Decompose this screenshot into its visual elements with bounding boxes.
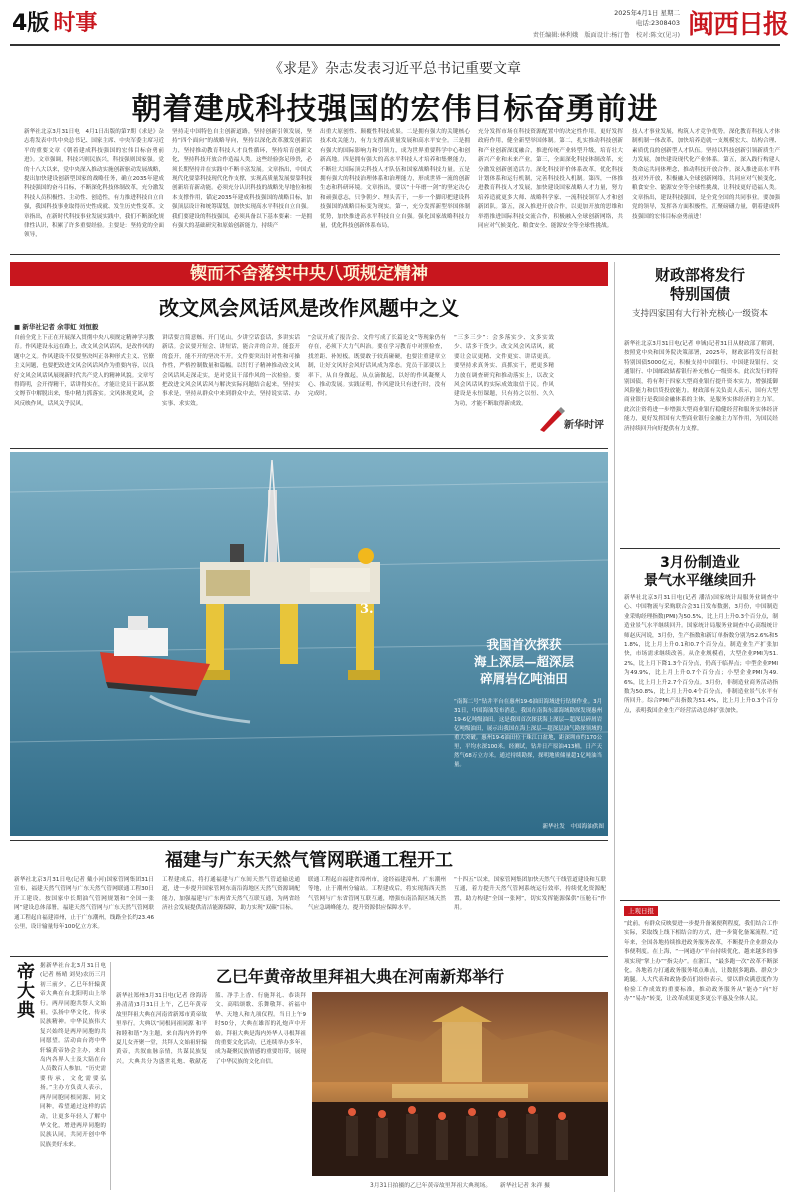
style-column-4: “三多三少”：会多落实少、文多实效少、话多干货少。改文风会风话风，就要让会议更精、文件更实、讲话更真。要坚持求真务实、真抓实干，把更多精力放在调查研究和推动落实上，以改文风会风话风的实际成效取信于民。作风建设是永恒课题，只有持之以恒、久久为功，才能不断取得新成效。 [454, 335, 554, 407]
lead-kicker: 《求是》杂志发表习近平总书记重要文章 [269, 61, 521, 77]
treasury-title-line-2: 特别国债 [669, 285, 730, 303]
taiwan-vertical-headline [12, 962, 36, 1190]
ceremony-photo [312, 992, 608, 1176]
lead-column-4: 充分发挥市场在科技资源配置中的决定性作用，更好发挥政府作用，健全新型举国体制。第二，扎实推动科技创新和产业创新深度融合，推进传统产业转型升级，培育壮大新兴产业和未来产业。第三，全面深化科技体制改革，充分激发创新创造活力。深化科技评价体系改革，优化科技计划体系和运行机制，完善科技投入机制。第四，一体推进教育科技人才发展，加快建设国家战略人才力量，努力培养造就更多大师、战略科学家、一流科技领军人才和创新团队。第五，深入推进开放合作，以更加开放的思维和举措推进国际科技交流合作，积极融入全球创新网络，共同应对气候变化、粮食安全、能源安全等全球性挑战。 [478, 129, 623, 230]
gas-column-4: “十四五”以来，国家管网集团加快天然气干线管道建设和互联互通，着力提升天然气管网系统运行效率，持续优化资源配置，助力构建“全国一张网”，切实发挥能源保供“压舱石”作用。 [454, 877, 606, 912]
commentary-logo [536, 404, 610, 434]
pmi-title-line-1: 3月份制造业 [660, 555, 740, 571]
style-headline: 改文风会风话风是改作风题中之义 [159, 296, 459, 320]
oil-platform-photo [10, 452, 608, 836]
section-name: 时事 [53, 11, 98, 36]
lead-column-1: 新华社北京3月31日电 4月1日出版的第7期《求是》杂志将发表中共中央总书记、国家主席、中央军委主席习近平的重要文章《朝着建成科技强国的宏伟目标奋勇前进》。文章强调，科技兴则民族兴，科技强则国家强。党的十八大以来，党中央深入推动实施创新驱动发展战略，提出加快建设创新型国家的战略任务，确立2035年建成科技强国的奋斗目标，不断深化科技体制改革，充分激发科技人员积极性、主动性、创造性，有力推进科技自立自强，我国科技事业取得历史性成就、发生历史性变革。文章指出，在新时代科技事业发展实践中，我们不断深化规律性认识，积累了许多重要经验。主要是：坚持党的全面领导， [24, 129, 164, 239]
commentary-label: 新华时评 [564, 420, 604, 431]
treasury-headline [620, 266, 780, 304]
lead-headline: 朝着建成科技强国的宏伟目标奋勇前进 [131, 92, 659, 127]
oil-title-line-2: 海上深层—超深层 [473, 654, 574, 669]
huangdi-body: 新华社郑州3月31日电(记者 徐海涛 孙清清)3月31日上午，乙巳年黄帝故里拜祖大典在河南省新郑市黄帝故里举行。大典以“同根同祖同源 和平和睦和谐”为主题，来自海内外的华夏儿女齐聚一堂，共拜人文始祖轩辕黄帝，共叙血脉亲情，共谋民族复兴。大典共分为盛世礼炮、敬献花篮、净手上香、行施拜礼、恭读拜文、高唱颂歌、乐舞敬拜、祈福中华、天地人和九项仪程。当日上午9时50分，大典在雄浑的礼炮声中开始。拜祖大典是海内外华人寻根拜祖的重要文化活动，已连续举办多年，成为凝聚民族情感的重要纽带，展现了中华民族的文化自信。 [116, 993, 306, 1065]
treasury-subtitle: 支持四家国有大行补充核心一级资本 [631, 309, 768, 319]
style-byline: ■ 新华社记者 余菲虹 刘恒毅 [14, 323, 99, 331]
huangdi-headline: 乙巳年黄帝故里拜祖大典在河南新郑举行 [215, 967, 504, 986]
pmi-headline [620, 554, 780, 590]
treasury-title-line-1: 财政部将发行 [654, 266, 745, 284]
lead-column-5: 技人才事业发展，构筑人才竞争优势。深化教育科技人才体制机制一体改革，加快培养造就一支规模宏大、结构合理、素质优良的创新型人才队伍。坚持以科技创新引领新质生产力发展，加快建设现代化产业体系。第五，深入践行构建人类命运共同体理念，推动科技开放合作。深入推进高水平科技对外开放，积极融入全球创新网络，共同应对气候变化、粮食安全、能源安全等全球性挑战，让科技更好造福人类。文章指出，建设科技强国，是全党全国的共同事业。要加强党的领导，发挥各方面积极性，汇聚磅礴力量，朝着建成科技强国的宏伟目标奋勇前进！ [632, 129, 780, 220]
banner-text: 锲而不舍落实中央八项规定精神 [190, 264, 428, 284]
oil-title-line-3: 碎屑岩亿吨油田 [480, 671, 568, 686]
oil-caption: “南海二号”钻井平台在惠州19-6油田海域进行钻探作业。3月31日，中国海油发布消息，我国在南海东部海域勘探发现惠州19-6亿吨级油田。这是我国首次探获海上深层—超深层碎屑岩亿吨级油田，展示出我国在海上深层—超深层油气勘探领域的重大突破。惠州19-6油田位于珠江口盆地，距深圳市约170公里，平均水深100米。经测试，钻井日产原油413桶，日产天然气68万立方米。通过持续勘探，探明地质储量超1亿吨油当量。 [454, 699, 602, 768]
ceremony-caption: 3月31日拍摄的乙巳年黄帝故里拜祖大典现场。 新华社记者 朱祥 摄 [370, 1183, 550, 1189]
issue-date: 2025年4月1日 星期二 [614, 9, 680, 17]
style-column-1: 自前全党上下正在开展深入贯彻中央八项规定精神学习教育。作风建设永远在路上，改文风会风话风，是改作风的题中之义。作风建设不仅要坚决纠正各种形式主义、官僚主义问题，也要把改进文风会风话风作为重要内容，以良好文风会风话风展现新时代共产党人的精神风貌。文章写得简明，会开得精干，话讲得实在，才能让党员干部从繁文缛节中解脱出来，集中精力抓落实。文风体现党风，会风反映作风，话风关乎民风。 [14, 335, 154, 407]
oil-title-line-1: 我国首次探获 [486, 637, 562, 652]
ceremony-illustration [312, 992, 608, 1176]
lead-column-3: 出重大原创性、颠覆性科技成果。二是拥有强大的关键核心技术攻关能力，有力支撑高质量发展和高水平安全。三是拥有强大的国际影响力和引领力，成为世界重要科学中心和创新高地。四是拥有强大的高水平科技人才培养和集聚能力，不断壮大国际顶尖科技人才队伍和国家战略科技力量。五是拥有强大的科技治理体系和治理能力，形成世界一流的创新生态和科研环境。文章指出，要以“十年磨一剑”的坚定决心和顽强意志，只争朝夕、埋头苦干，一步一个脚印把建设科技强国的战略目标变为现实。第一，充分发挥新型举国体制优势，加快推进高水平科技自立自强。强化国家战略科技力量，优化科技创新体系布局， [320, 129, 470, 230]
treasury-body: 新华社北京3月31日电(记者 申铖)记者31日从财政部了解到，按照党中央和国务院决策部署，2025年，财政部将发行首批特别国债5000亿元，积极支持中国银行、中国建设银行、交通银行、中国邮政储蓄银行补充核心一级资本。此次发行的特别国债，将有利于四家大型商业银行提升资本实力，增强抵御风险能力和信贷投放能力。财政部有关负责人表示，国有大型商业银行是我国金融体系的主体，是服务实体经济的主力军。此次注资将进一步增强大型商业银行稳健经营和服务实体经济能力，更好发挥国有大型商业银行金融主力军作用，为国民经济持续回升向好提供有力支撑。 [624, 341, 778, 432]
oil-photo-credit: 新华社发 中国海油供图 [542, 824, 604, 830]
gas-column-3: 联通工程起自福建省漳州市，途经福建漳州、广东潮州等地，止于潮州分输站。工程建成后，将实现海西天然气管网与广东省管网互联互通，增强东南沿海区域天然气应急调峰能力，提升资源供应保障水平。 [308, 877, 446, 912]
newspaper-logo: 闽西日报 [688, 10, 789, 40]
pmi-title-line-2: 景气水平继续回升 [644, 573, 756, 589]
taiwan-body: 据新华社台北3月31日电(记者 杨晴 刘昊)农历三月初三前夕，乙巳年轩辕黄帝大典在台北阳明山上举行。两岸同胞共祭人文始祖，弘扬中华文化，传承民族精神。中华民族伟大复兴始终是两岸同胞的共同愿望。活动由台湾中华轩辕黄帝协会主办，来自岛内各界人士及大陆在台人员数百人参加。“历史需要传承，文化需要弘扬。”主办方负责人表示，两岸同胞同根同源、同文同种，希望通过这样的活动，让更多年轻人了解中华文化，增进两岸同胞的民族认同，共同开创中华民族美好未来。 [40, 963, 106, 1148]
gas-column-1: 新华社北京3月31日电(记者 戴小河)国家管网集团31日宣布，福建天然气管网与广东天然气管网联通工程30日开工建设。按国家中长期油气管网规划和“全国一张网”建设总体部署，福建天然气管网与广东天然气管网联通工程起自福建漳州，止于广东潮州，线路全长约23.46公里，设计输量每年100亿立方米。 [14, 877, 154, 931]
shangbian-body: “此前，有群众反映要进一步提升备案便利程度，我们结合工作实际，采取线上线下相结合的方式，进一步简化备案流程。”近年来，全国各地持续推进政务服务改革，不断提升企业群众办事便利度。在上海，“一网通办”平台持续优化，越来越多的事项实现“掌上办”“指尖办”。在浙江，“最多跑一次”改革不断深化。各地着力打通政务服务堵点难点，让数据多跑路、群众少跑腿。人大代表和政协委员们纷纷表示，要以群众满意度作为检验工作成效的重要标准，推动政务服务从“能办”向“好办”“易办”转变，让改革成果更多更公平惠及全体人民。 [624, 921, 778, 1003]
gas-column-2: 工程建成后，将打通福建与广东间天然气管道输送通道，进一步提升国家管网东南沿海地区天然气资源调配能力，加强福建与广东两省天然气互联互通，为两省经济社会发展提供清洁能源保障，助力实现“双碳”目标。 [162, 877, 300, 912]
taiwan-title: 帝大典 [14, 962, 35, 1019]
discipline-banner [10, 262, 608, 286]
photo-sign: 3. [360, 602, 374, 617]
style-column-3: “会议开成了报告会、文件写成了长篇论文”等现象仍有存在，必须下大力气纠治。要在学习教育中对照检查，找差距、补短板。既要敢于较真碰硬，也要注重建章立制，让好文风好会风好话风成为常态。党员干部要以上率下，从自身做起，从点滴做起，以好的作风凝聚人心、推动发展。实践证明，作风建设只有进行时，没有完成时。 [308, 335, 446, 398]
page-number: 4版 时事 [12, 11, 98, 36]
oil-headline [446, 636, 602, 687]
shangbian-tag: 上观日报 [624, 906, 658, 916]
editor-credits: 责任编辑:林利娥 版面设计:杨汀鲁 校对:陈文(见习) [532, 32, 680, 39]
gas-headline: 福建与广东天然气管网联通工程开工 [165, 850, 453, 871]
lead-column-2: 坚持走中国特色自主创新道路，坚持创新引领发展，坚持“四个面向”的战略导向，坚持以深化改革激发创新活力，坚持推动教育科技人才良性循环，坚持培育创新文化，坚持科技开放合作造福人类。这些经验弥足珍贵，必须长期坚持并在实践中不断丰富发展。文章指出，中国式现代化要靠科技现代化作支撑，实现高质量发展要靠科技创新培育新动能。必须充分认识科技的战略先导地位和根本支撑作用，锚定2035年建成科技强国的战略目标，加强顶层设计和统筹谋划，加快实现高水平科技自立自强。我们要建设的科技强国，必须具备以下基本要素：一是拥有强大的基础研究和原始创新能力，持续产 [172, 129, 312, 230]
phone: 电话:2308403 [635, 19, 680, 27]
style-column-2: 讲话要言简意赅、开门见山，少讲空话套话，多讲实话新话。会议要开短会、讲短话，能合并的合并，能套开的套开，能不开的坚决不开。文件要突出针对性和可操作性，严格控制数量和篇幅。以钉钉子精神推动改文风会风话风走深走实，是对党员干部作风的一次检验。要把改进文风会风话风与解决实际问题结合起来，坚持实事求是，坚持从群众中来到群众中去，坚持说实话、办实事、求实效。 [162, 335, 300, 407]
pmi-body: 新华社北京3月31日电(记者 潘洁)国家统计局服务业调查中心、中国物流与采购联合会31日发布数据，3月份，中国制造业采购经理指数(PMI)为50.5%，比上月上升0.3个百分点，制造业景气水平继续回升。国家统计局服务业调查中心高级统计师赵庆河说，3月份，生产指数和新订单指数分别为52.6%和51.8%，比上月上升0.1和0.7个百分点，制造业生产扩张加快，市场需求继续改善。从企业规模看，大型企业PMI为51.2%，比上月下降1.3个百分点，仍高于临界点；中型企业PMI为49.9%，比上月上升0.7个百分点；小型企业PMI为49.6%，比上月上升2.7个百分点。3月份，非制造业商务活动指数为50.8%，比上月上升0.4个百分点，非制造业景气水平有所回升。综合PMI产出指数为51.4%，比上月上升0.3个百分点，表明我国企业生产经营活动总体扩张加快。 [624, 595, 778, 714]
